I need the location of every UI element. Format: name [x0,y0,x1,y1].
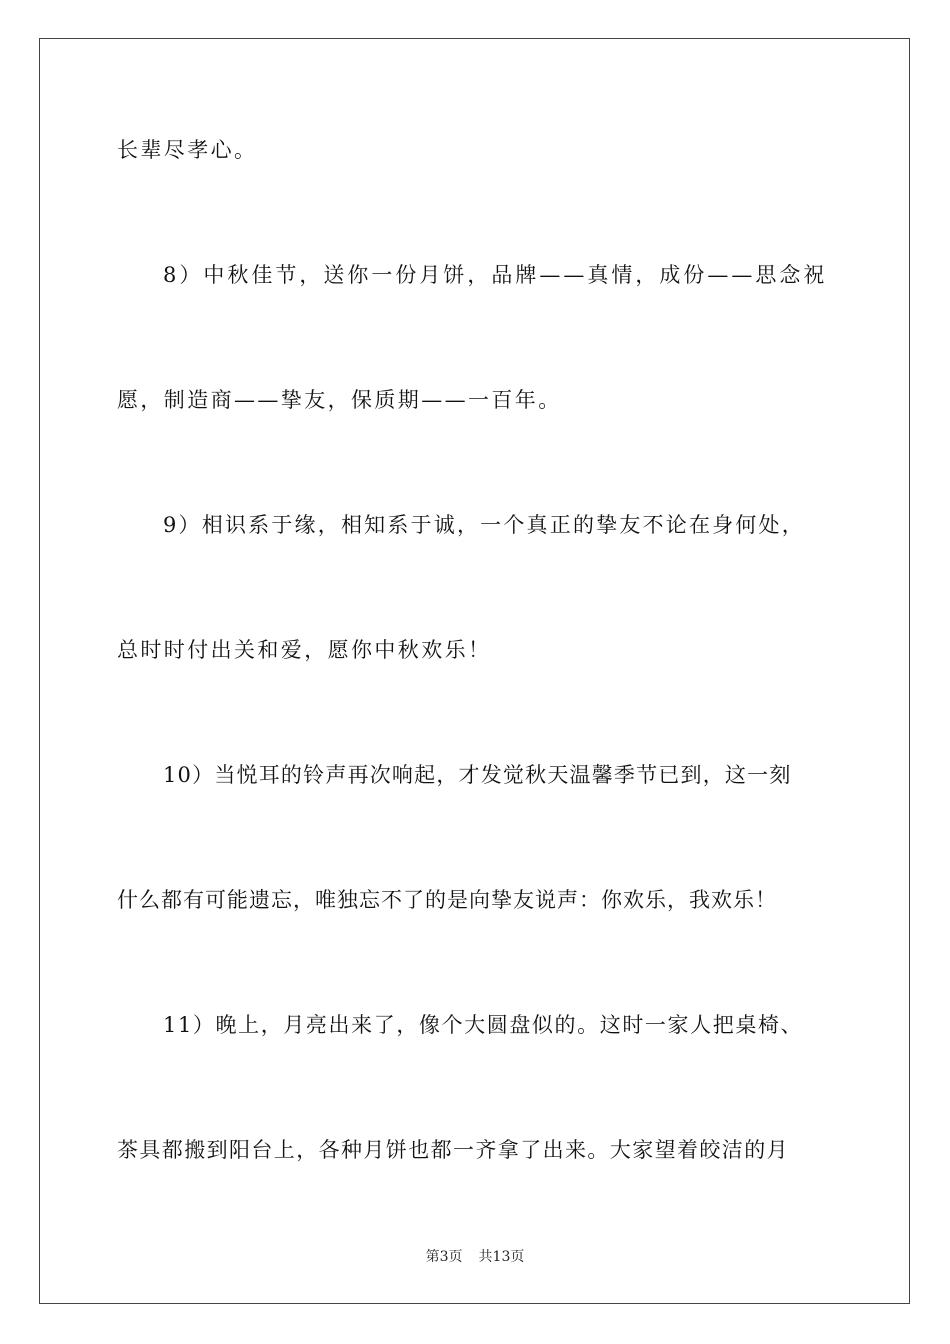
text-line: 愿，制造商——挚友，保质期——一百年。 [117,388,562,412]
paragraph-8-start: 8）中秋佳节，送你一份月饼，品牌——真情，成份——思念祝 [163,263,828,287]
page-total: 共13页 [478,1249,525,1265]
paragraph-11-start: 11）晚上，月亮出来了，像个大圆盘似的。这时一家人把桌椅、 [163,1013,804,1037]
page-footer [0,1247,950,1267]
text-line: 总时时付出关和爱，愿你中秋欢乐！ [117,638,492,662]
text-line: 长辈尽孝心。 [117,138,258,162]
text-line: 什么都有可能遗忘，唯独忘不了的是向挚友说声：你欢乐，我欢乐！ [117,888,777,912]
paragraph-10-start: 10）当悦耳的铃声再次响起，才发觉秋天温馨季节已到，这一刻 [163,763,792,787]
page-number: 第3页 [425,1249,463,1265]
page-border [39,38,910,1304]
paragraph-9-start: 9）相识系于缘，相知系于诚，一个真正的挚友不论在身何处， [163,513,805,537]
text-line: 茶具都搬到阳台上，各种月饼也都一齐拿了出来。大家望着皎洁的月 [117,1138,789,1162]
